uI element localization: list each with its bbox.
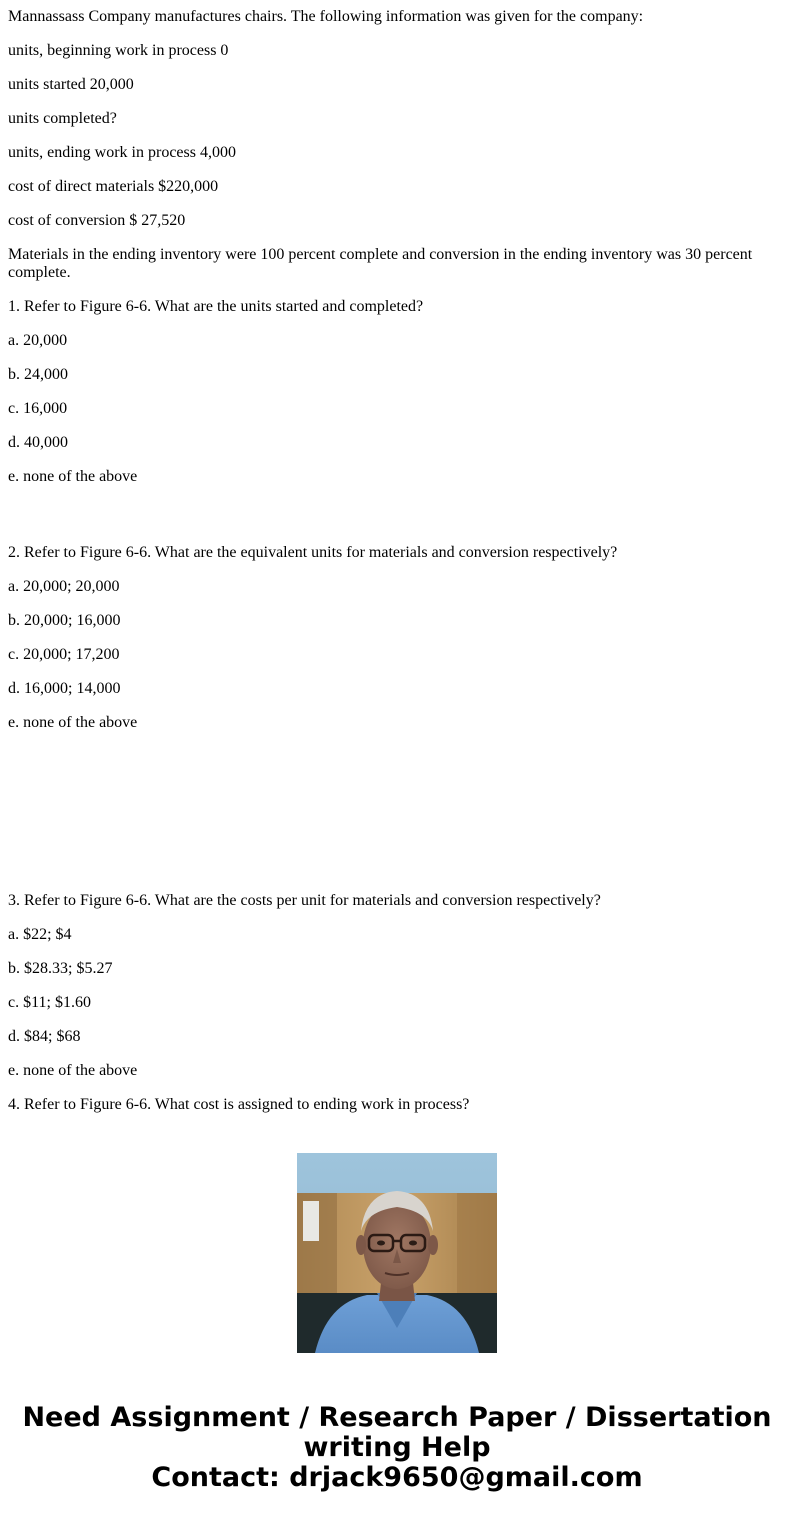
question-2-prompt: 2. Refer to Figure 6-6. What are the equivalent units for materials and conversion respectively? (8, 544, 618, 561)
question-2-option-c: c. 20,000; 17,200 (8, 646, 120, 663)
question-2-option-e: e. none of the above (8, 714, 138, 731)
fact-conversion-cost: cost of conversion $ 27,520 (8, 212, 186, 229)
fact-ending-wip: units, ending work in process 4,000 (8, 144, 236, 161)
question-3-option-d: d. $84; $68 (8, 1028, 81, 1045)
completion-note: Materials in the ending inventory were 100 percent complete and conversion in the ending inventory was 30 percent complete. (8, 246, 753, 281)
promo-line-2: writing Help (303, 1432, 491, 1463)
fact-beginning-wip: units, beginning work in process 0 (8, 42, 229, 59)
question-2-option-a: a. 20,000; 20,000 (8, 578, 120, 595)
question-1-option-c: c. 16,000 (8, 400, 68, 417)
question-2-option-d: d. 16,000; 14,000 (8, 680, 121, 697)
fact-units-started: units started 20,000 (8, 76, 134, 93)
question-1-option-d: d. 40,000 (8, 434, 68, 451)
question-4-prompt: 4. Refer to Figure 6-6. What cost is assigned to ending work in process? (8, 1096, 470, 1113)
blank-space (8, 502, 786, 536)
blank-space (8, 748, 786, 884)
document-body (8, 0, 786, 1123)
fact-direct-materials: cost of direct materials $220,000 (8, 178, 219, 195)
question-3-option-c: c. $11; $1.60 (8, 994, 91, 1011)
question-3-option-e: e. none of the above (8, 1062, 138, 1079)
question-3-prompt: 3. Refer to Figure 6-6. What are the costs per unit for materials and conversion respectively? (8, 892, 601, 909)
question-1-option-a: a. 20,000 (8, 332, 68, 349)
question-2-option-b: b. 20,000; 16,000 (8, 612, 121, 629)
fact-units-completed: units completed? (8, 110, 117, 127)
question-3-option-a: a. $22; $4 (8, 926, 72, 943)
question-1-prompt: 1. Refer to Figure 6-6. What are the units started and completed? (8, 298, 424, 315)
avatar (297, 1153, 497, 1353)
promo-line-1: Need Assignment / Research Paper / Dissertation (22, 1402, 772, 1433)
question-1-option-e: e. none of the above (8, 468, 138, 485)
portrait-photo (297, 1153, 497, 1353)
question-3-option-b: b. $28.33; $5.27 (8, 960, 113, 977)
promo-text (0, 1403, 794, 1493)
question-1-option-b: b. 24,000 (8, 366, 68, 383)
promo-footer (0, 1123, 794, 1523)
intro-text: Mannassass Company manufactures chairs. The following information was given for the company: (8, 8, 644, 25)
promo-contact: Contact: drjack9650@gmail.com (151, 1462, 643, 1493)
